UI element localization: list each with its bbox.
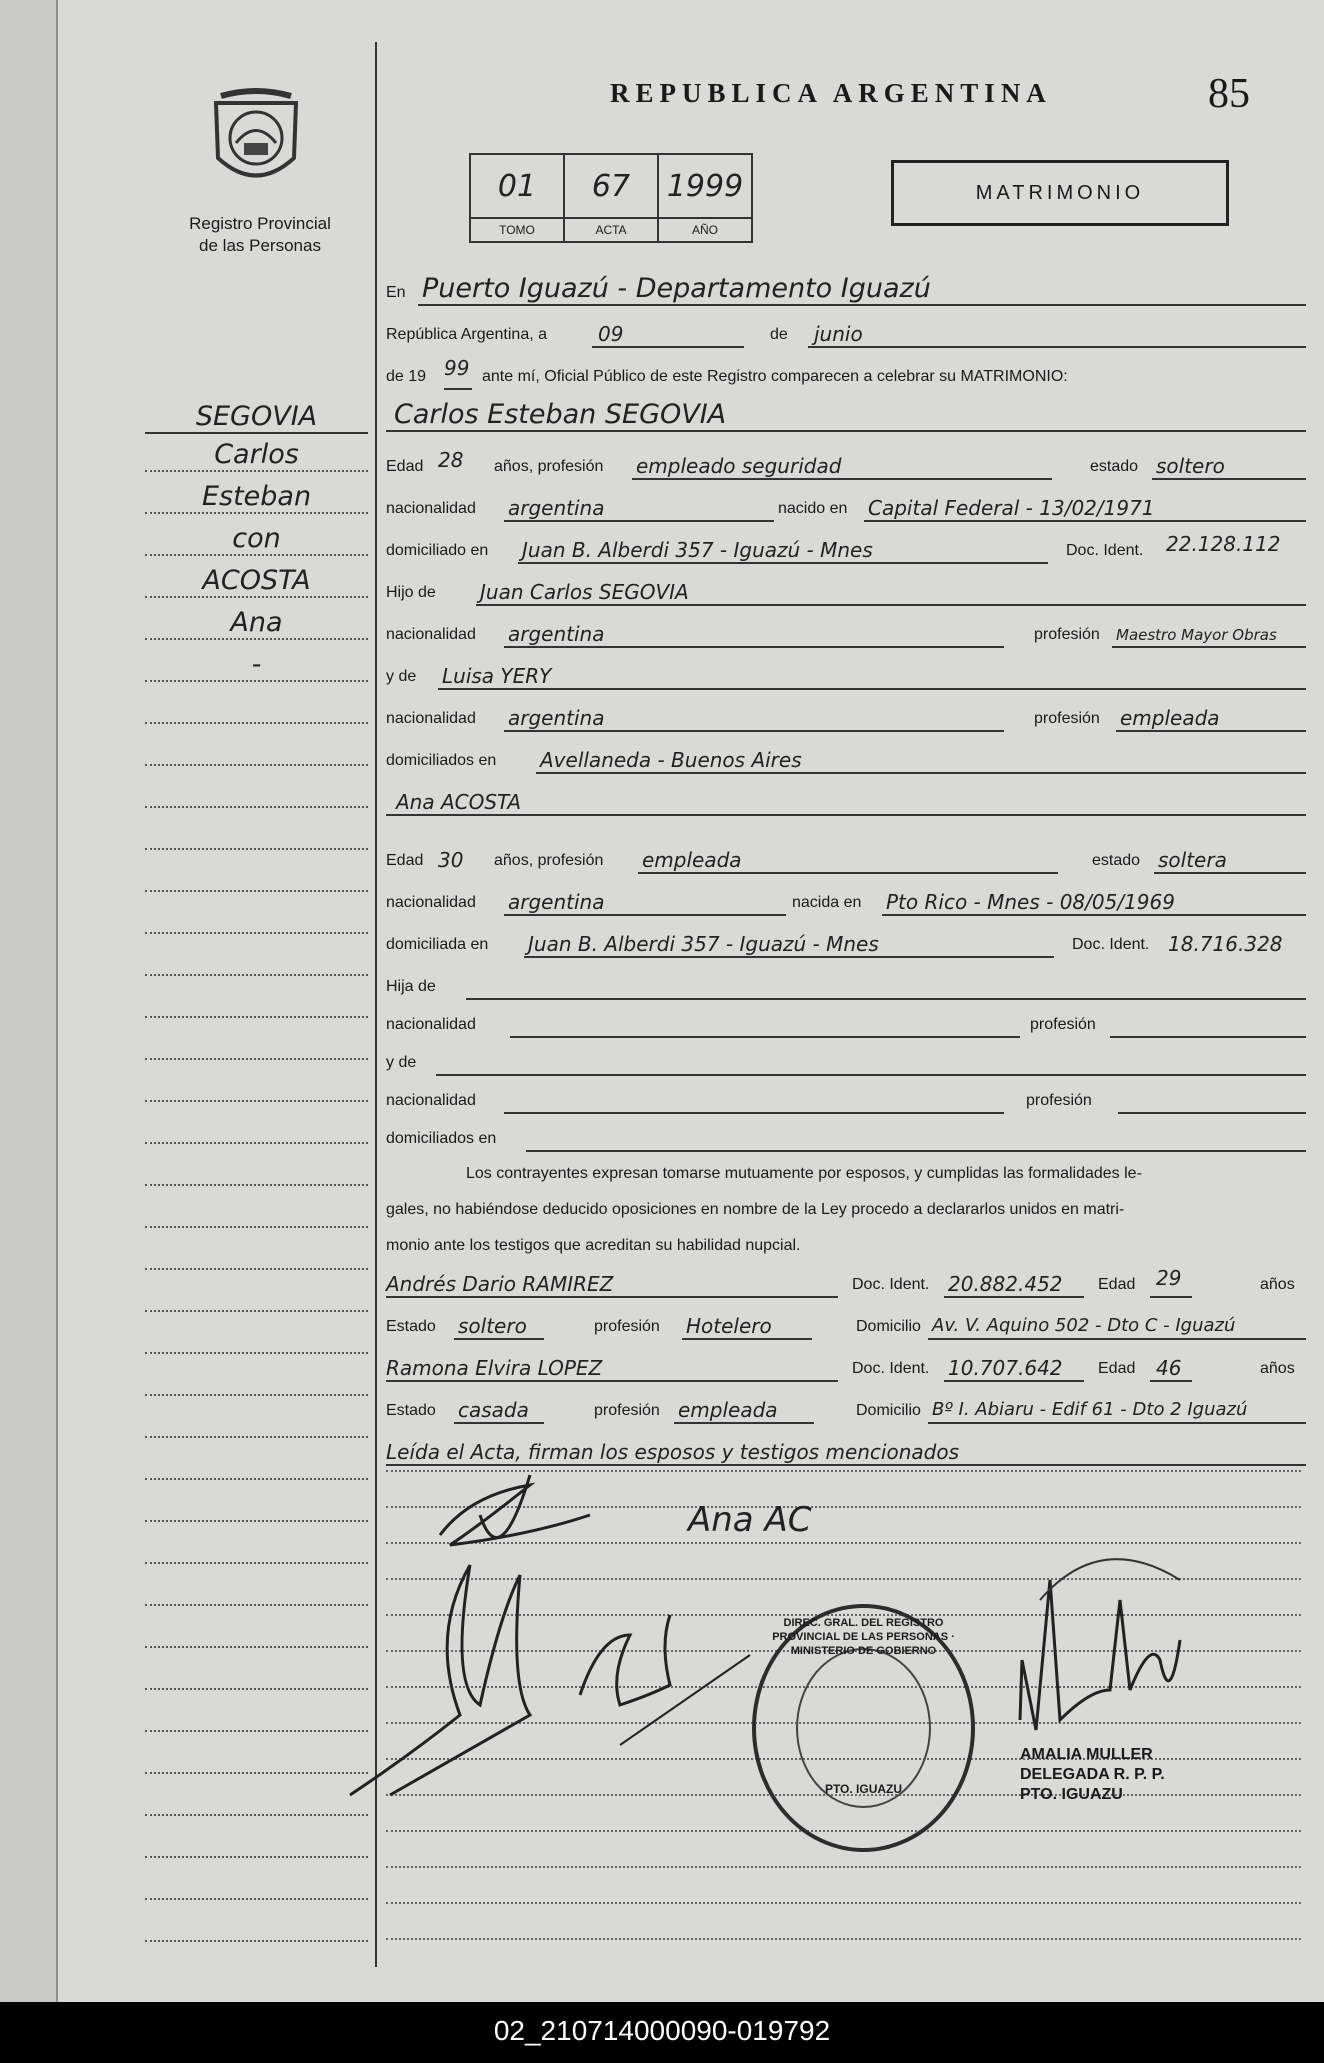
country-title: REPUBLICA ARGENTINA	[610, 78, 1052, 108]
groom-mother-details-row: nacionalidad argentina profesión empleada	[386, 696, 1306, 732]
date-row: República Argentina, a 09 de junio	[386, 312, 1306, 348]
margin-blank-line	[145, 1068, 368, 1104]
registry-stamp: DIREC. GRAL. DEL REGISTRO PROVINCIAL DE LAS PERSONAS · MINISTERIO DE GOBIERNO PTO. IGUAZU	[752, 1604, 975, 1852]
witness2-signature	[580, 1615, 670, 1705]
act-reference-box	[469, 153, 753, 243]
bride-mother-details-row: nacionalidad profesión	[386, 1078, 1306, 1114]
day-value: 09	[598, 322, 624, 346]
margin-blank-line	[145, 774, 368, 810]
margin-line: ACOSTA	[145, 564, 368, 600]
margin-blank-line	[145, 1320, 368, 1356]
bride-signature: Ana AC	[688, 1500, 812, 1540]
margin-blank-line	[145, 690, 368, 726]
bride-father-details-row: nacionalidad profesión	[386, 1002, 1306, 1038]
groom-mother-row: y de Luisa YERY	[386, 654, 1306, 690]
year-value: 99	[444, 356, 470, 380]
registry-office-name	[160, 213, 360, 257]
act-type-box: MATRIMONIO	[891, 160, 1229, 226]
official-signature	[1000, 1540, 1220, 1740]
closing-row: Leída el Acta, firman los esposos y testigos mencionados	[386, 1430, 1306, 1466]
witness1-row: Andrés Dario RAMIREZ Doc. Ident. 20.882.452 Edad 29 años	[386, 1266, 1295, 1296]
margin-blank-line	[145, 1026, 368, 1062]
groom-parents-address-row: domiciliados en Avellaneda - Buenos Aires	[386, 738, 1306, 774]
groom-address-row: domiciliado en Juan B. Alberdi 357 - Iguazú - Mnes Doc. Ident. 22.128.112	[386, 532, 1281, 562]
signature-dotted-line	[386, 1866, 1301, 1868]
margin-blank-line	[145, 1866, 368, 1902]
margin-blank-line	[145, 1152, 368, 1188]
margin-blank-line	[145, 942, 368, 978]
margin-blank-line	[145, 1194, 368, 1230]
bride-age-row: Edad 30 años, profesión empleada estado soltera	[386, 838, 1306, 874]
official-stamp-block: AMALIA MULLER DELEGADA R. P. P. PTO. IGUAZU	[1020, 1746, 1165, 1803]
bride-parents-address-row: domiciliados en	[386, 1116, 1306, 1152]
acta-label: ACTA	[565, 217, 657, 241]
margin-line: Esteban	[145, 480, 368, 516]
place-row: En Puerto Iguazú - Departamento Iguazú	[386, 270, 1306, 306]
acta-cell	[565, 155, 659, 241]
witness1-signature	[350, 1565, 530, 1795]
margin-blank-line	[145, 816, 368, 852]
margin-blank-line	[145, 1278, 368, 1314]
page-number: 85	[1208, 71, 1250, 117]
groom-father-details-row: nacionalidad argentina profesión Maestro Mayor Obras	[386, 612, 1306, 648]
year-row: de 19 99 ante mí, Oficial Público de este Registro comparecen a celebrar su MATRIMONIO:	[386, 354, 1306, 390]
margin-line: -	[145, 648, 368, 684]
tomo-label: TOMO	[471, 217, 563, 241]
document-footer-code: 02_210714000090-019792	[0, 2002, 1324, 2063]
margin-blank-line	[145, 984, 368, 1020]
witness1-details-row: Estado soltero profesión Hotelero Domicilio Av. V. Aquino 502 - Dto C - Iguazú	[386, 1304, 1306, 1340]
margin-blank-line	[145, 858, 368, 894]
anio-cell	[659, 155, 751, 241]
margin-line: con	[145, 522, 368, 558]
anio-value: 1999	[666, 168, 744, 204]
book-spine	[0, 0, 58, 2002]
bride-father-row: Hija de	[386, 964, 1306, 1000]
margin-blank-line	[145, 1908, 368, 1944]
margin-line: Carlos	[145, 438, 368, 474]
groom-father-row: Hijo de Juan Carlos SEGOVIA	[386, 570, 1306, 606]
signature-dotted-line	[386, 1938, 1301, 1940]
provincial-seal-icon	[206, 88, 306, 198]
declaration-paragraph: Los contrayentes expresan tomarse mutuamente por esposos, y cumplidas las formalidades le- gales, no habiéndose deducido oposiciones en nombre de la Ley procedo a declararlos unidos en matri- monio ante los testigos que acreditan su habilidad nupcial.	[386, 1165, 1142, 1254]
anio-label: AÑO	[659, 217, 751, 241]
groom-signature	[440, 1475, 590, 1545]
margin-blank-line	[145, 1110, 368, 1146]
tomo-value: 01	[497, 168, 537, 204]
groom-name: Carlos Esteban SEGOVIA	[394, 399, 727, 430]
groom-name-row	[386, 396, 1306, 432]
margin-blank-line	[145, 1404, 368, 1440]
bride-name-row	[386, 780, 1306, 816]
margin-line: SEGOVIA	[145, 400, 368, 436]
office-line-1: Registro Provincial	[189, 214, 331, 233]
tomo-cell	[471, 155, 565, 241]
bride-name: Ana ACOSTA	[396, 790, 522, 814]
margin-blank-line	[145, 900, 368, 936]
bride-address-row: domiciliada en Juan B. Alberdi 357 - Iguazú - Mnes Doc. Ident. 18.716.328	[386, 932, 1283, 956]
margin-blank-line	[145, 1236, 368, 1272]
margin-blank-line	[145, 1362, 368, 1398]
groom-nationality-row: nacionalidad argentina nacido en Capital Federal - 13/02/1971	[386, 486, 1306, 522]
witness2-details-row: Estado casada profesión empleada Domicilio Bº I. Abiaru - Edif 61 - Dto 2 Iguazú	[386, 1388, 1306, 1424]
margin-line: Ana	[145, 606, 368, 642]
place-value: Puerto Iguazú - Departamento Iguazú	[422, 273, 931, 304]
acta-value: 67	[591, 168, 631, 204]
bride-nationality-row: nacionalidad argentina nacida en Pto Rico - Mnes - 08/05/1969	[386, 880, 1306, 916]
month-value: junio	[814, 322, 863, 346]
office-line-2: de las Personas	[199, 236, 321, 255]
groom-age-row: Edad 28 años, profesión empleado seguridad estado soltero	[386, 444, 1306, 480]
margin-blank-line	[145, 732, 368, 768]
bride-mother-row: y de	[386, 1040, 1306, 1076]
signature-dotted-line	[386, 1902, 1301, 1904]
witness2-row: Ramona Elvira LOPEZ Doc. Ident. 10.707.642 Edad 46 años	[386, 1356, 1295, 1380]
